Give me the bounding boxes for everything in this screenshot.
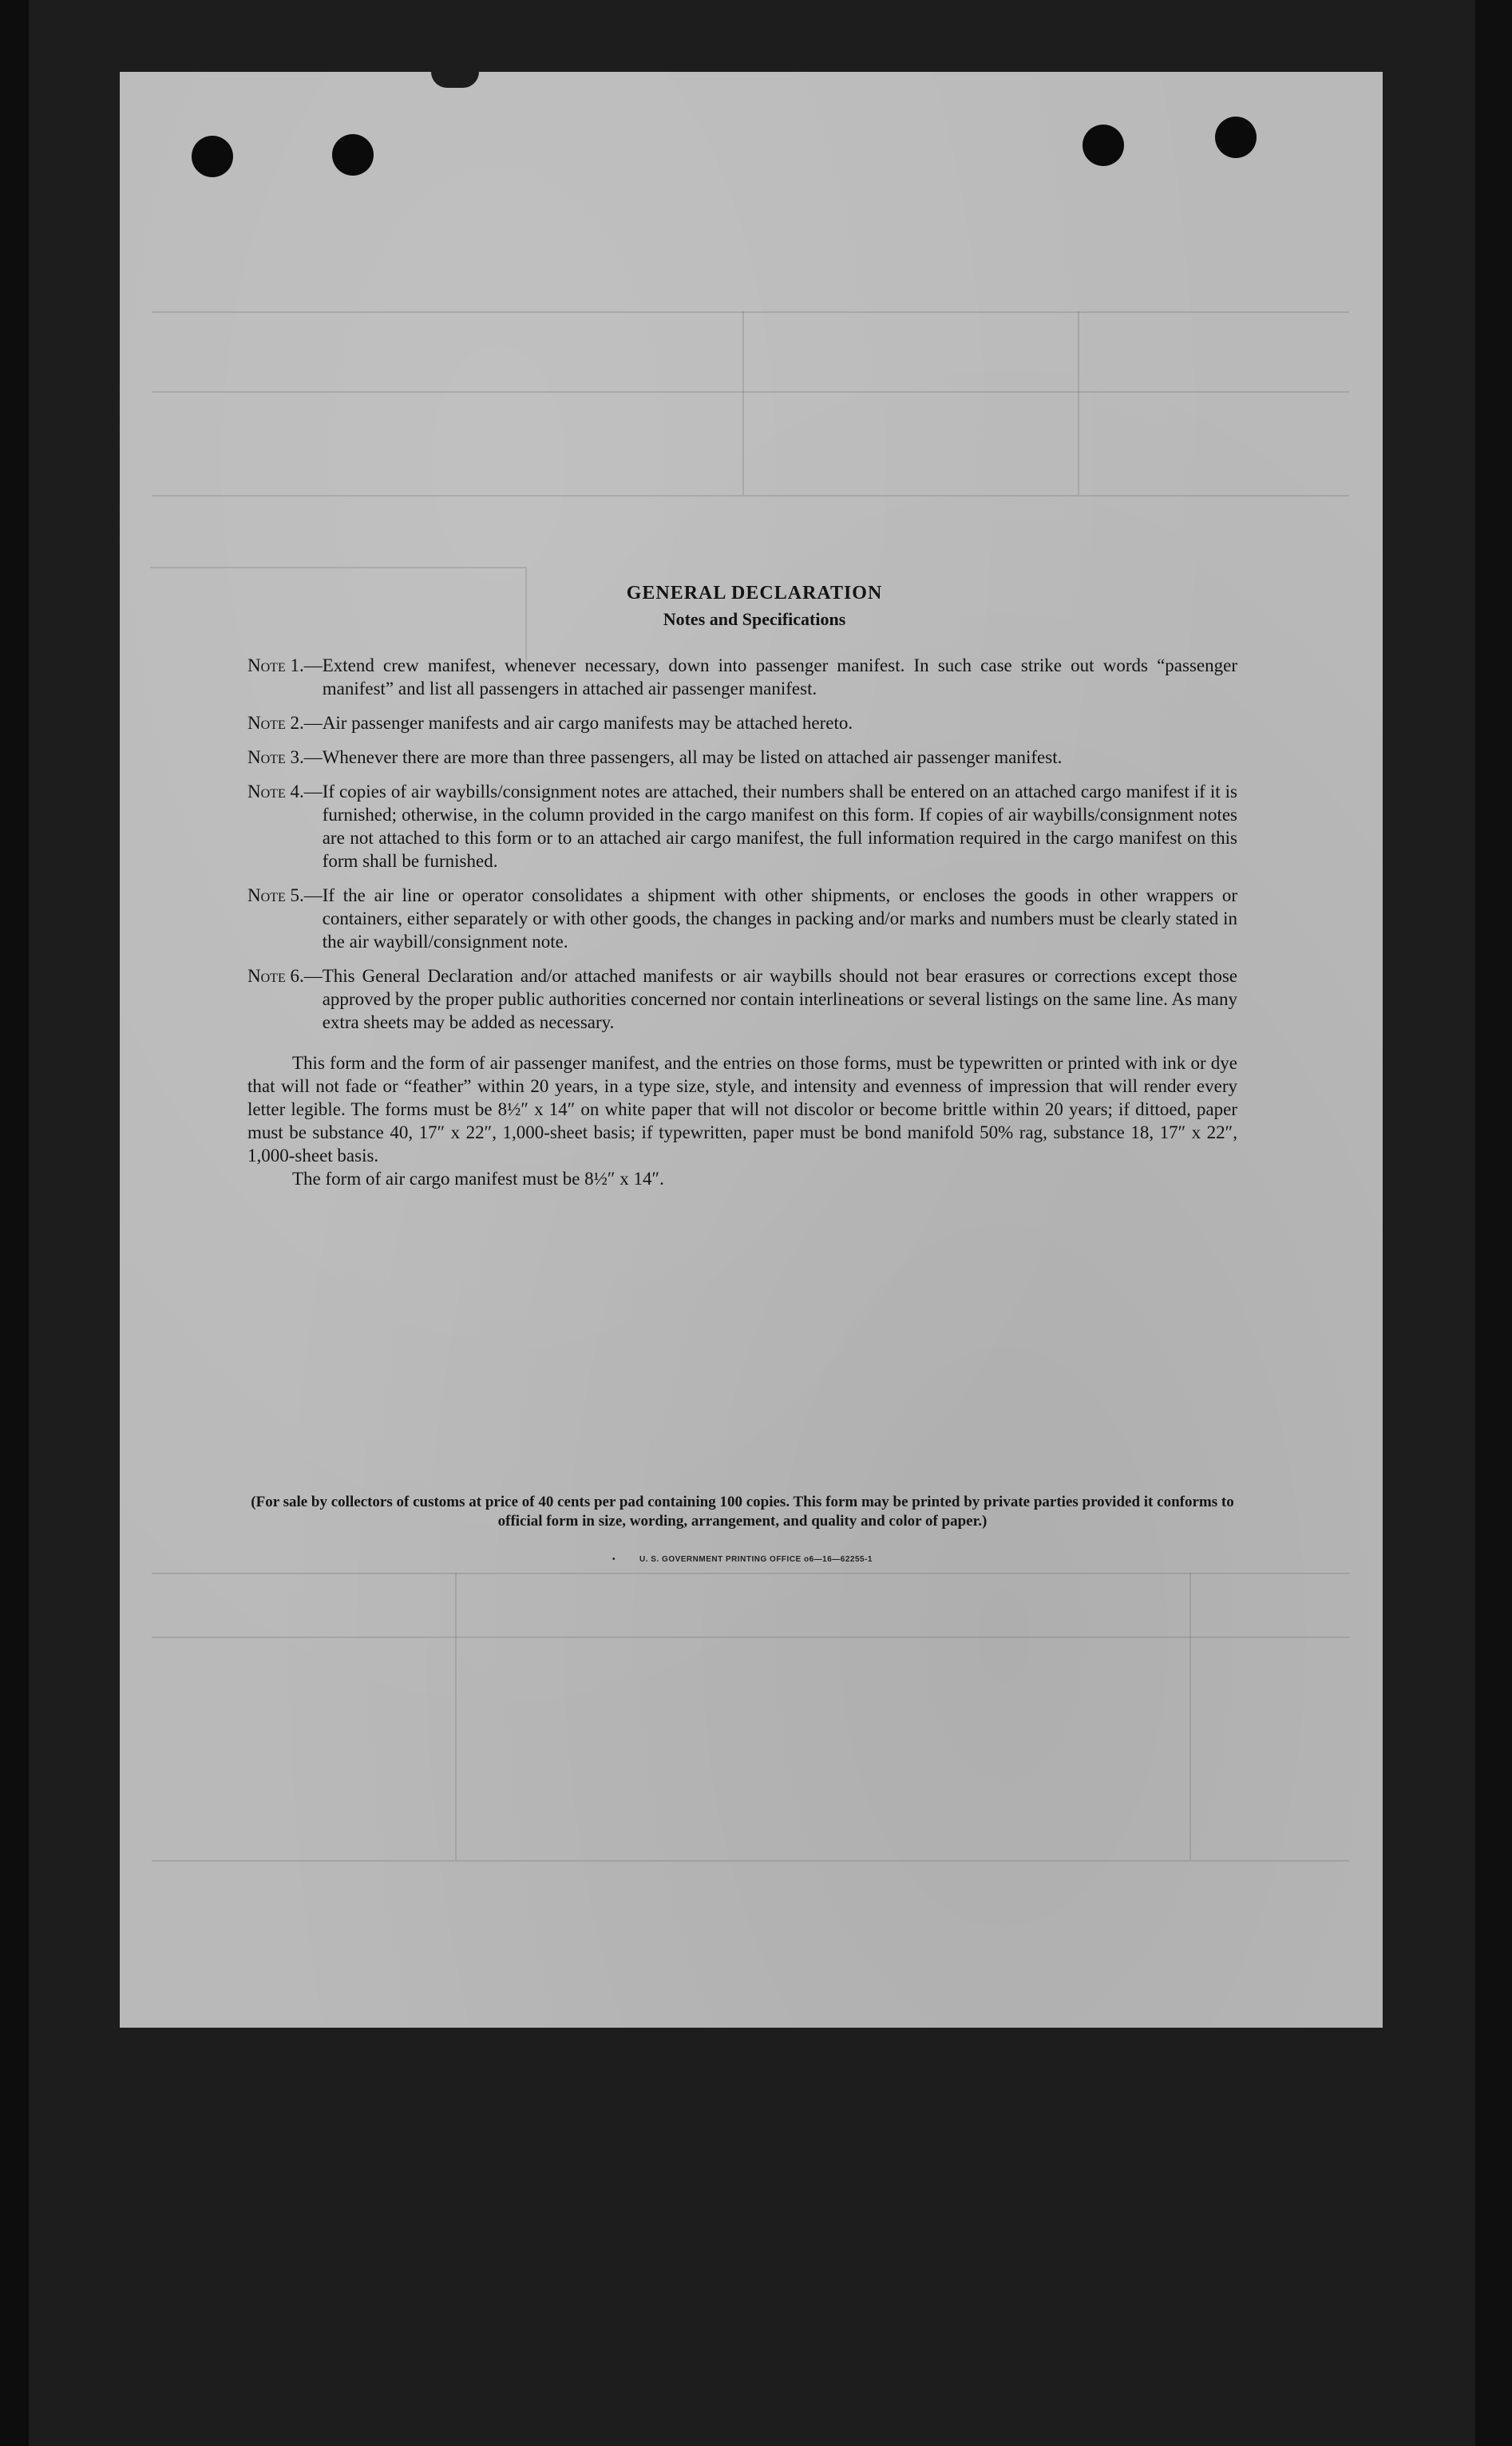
note-5: Note 5. — If the air line or operator consolidates a shipment with other shipments, or encloses the goods in other wrappers or containers, either separately or with other goods, the changes in packing and/or marks and numbers must be clearly stated in the air waybill/consignment note.: [247, 885, 1237, 952]
note-text: Air passenger manifests and air cargo manifests may be attached hereto.: [322, 713, 853, 733]
note-label: Note 3.: [247, 747, 304, 767]
bleed-through-line: [152, 495, 1349, 497]
bleed-through-line: [152, 1573, 1349, 1574]
document-title: GENERAL DECLARATION: [626, 583, 883, 604]
film-edge-right: [1475, 0, 1512, 2446]
bleed-through-line: [742, 311, 744, 495]
bleed-through-line: [152, 391, 1349, 393]
punch-hole-2: [332, 134, 374, 176]
note-3: Note 3. — Whenever there are more than three passengers, all may be listed on attached air passenger manifest.: [247, 746, 1237, 769]
bleed-through-line: [1189, 1573, 1191, 1860]
notes-and-specifications: [247, 583, 1237, 1190]
film-edge-left: [0, 0, 29, 2446]
document-subtitle: Notes and Specifications: [663, 609, 846, 629]
printing-office-text: U. S. GOVERNMENT PRINTING OFFICE o6—16—62255-1: [639, 1555, 873, 1564]
punch-hole-4: [1215, 117, 1257, 158]
bullet: •: [612, 1555, 616, 1564]
punch-hole-3: [1083, 125, 1124, 166]
bleed-through-line: [152, 1860, 1349, 1862]
note-text: Extend crew manifest, whenever necessary, down into passenger manifest. In such case strike out words “passenger manifest” and list all passengers in attached air passenger manifest.: [322, 655, 1237, 699]
bleed-through-line: [150, 567, 525, 568]
torn-notch: [431, 72, 479, 88]
printing-office-line: [247, 1555, 1237, 1564]
note-label: Note 6.: [247, 966, 304, 986]
note-text: Whenever there are more than three passengers, all may be listed on attached air passenger manifest.: [322, 747, 1063, 767]
note-2: Note 2. — Air passenger manifests and air cargo manifests may be attached hereto.: [247, 711, 1237, 734]
note-label: Note 5.: [247, 885, 304, 905]
sale-notice: (For sale by collectors of customs at price of 40 cents per pad containing 100 copies. This form may be printed by private parties provided it conforms to official form in size, wording, arrangement, and quality and color of paper.): [251, 1494, 1234, 1530]
bleed-through-line: [152, 311, 1349, 313]
document-page: [120, 72, 1383, 2028]
note-text: This General Declaration and/or attached manifests or air waybills should not bear erasures or corrections except those approved by the proper public authorities concerned nor contain interlineations or several listings on the same line. As many extra sheets may be added as necessary.: [322, 966, 1237, 1032]
form-specification-paragraph: This form and the form of air passenger manifest, and the entries on those forms, must be typewritten or printed with ink or dye that will not fade or “feather” within 20 years, in a type size, style, and intensity and evenness of impression that will render every letter legible. The forms must be 8½″ x 14″ on white paper that will not discolor or become brittle within 20 years; if dittoed, paper must be substance 40, 17″ x 22″, 1,000-sheet basis; if typewritten, paper must be bond manifold 50% rag, substance 18, 17″ x 22″, 1,000-sheet basis.: [247, 1053, 1237, 1166]
note-text: If the air line or operator consolidates a shipment with other shipments, or encloses the goods in other wrappers or containers, either separately or with other goods, the changes in packing and/or marks and numbers must be clearly stated in the air waybill/consignment note.: [322, 885, 1237, 952]
note-label: Note 2.: [247, 713, 304, 733]
note-1: Note 1. — Extend crew manifest, whenever necessary, down into passenger manifest. In such case strike out words “passenger manifest” and list all passengers in attached air passenger manifest.: [247, 655, 1237, 699]
bleed-through-line: [152, 1637, 1349, 1638]
note-4: Note 4. — If copies of air waybills/consignment notes are attached, their numbers shall be entered on an attached cargo manifest if it is furnished; otherwise, in the column provided in the cargo manifest on this form. If copies of air waybills/consignment notes are not attached to this form or to an attached air cargo manifest, the full information required in the cargo manifest on this form shall be furnished.: [247, 782, 1237, 871]
cargo-manifest-size-line: The form of air cargo manifest must be 8½″ x 14″.: [292, 1169, 664, 1189]
punch-hole-1: [192, 136, 233, 177]
note-6: Note 6. — This General Declaration and/or attached manifests or air waybills should not bear erasures or corrections except those approved by the proper public authorities concerned nor contain interlineations or several listings on the same line. As many extra sheets may be added as necessary.: [247, 966, 1237, 1032]
note-label: Note 4.: [247, 782, 304, 801]
bleed-through-line: [1078, 311, 1079, 495]
note-text: If copies of air waybills/consignment notes are attached, their numbers shall be entered on an attached cargo manifest if it is furnished; otherwise, in the column provided in the cargo manifest on this form. If copies of air waybills/consignment notes are not attached to this form or to an attached air cargo manifest, the full information required in the cargo manifest on this form shall be furnished.: [322, 782, 1237, 871]
bleed-through-line: [455, 1573, 457, 1860]
note-label: Note 1.: [247, 655, 304, 675]
